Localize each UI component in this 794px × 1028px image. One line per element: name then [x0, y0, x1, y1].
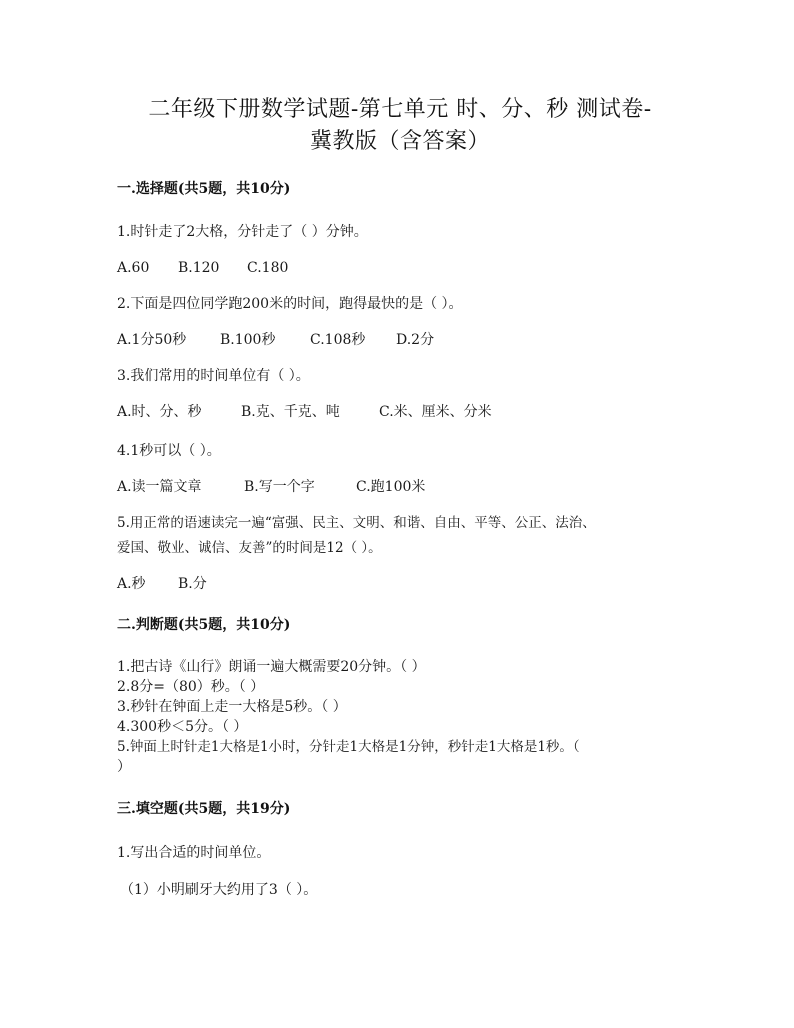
- q2-option-d: D.2分: [396, 332, 435, 348]
- section-heading-judgement: 二.判断题(共5题，共10分): [117, 617, 291, 633]
- section-heading-fill: 三.填空题(共5题，共19分): [117, 801, 291, 817]
- exam-title-line2: 冀教版（含答案）: [309, 129, 490, 154]
- fill-question-1-sub1: （1）小明刷牙大约用了3（ ）。: [120, 882, 318, 898]
- q2-option-b: B.100秒: [220, 332, 276, 348]
- question-4: 4.1秒可以（ ）。: [117, 443, 221, 459]
- q1-option-a: A.60: [117, 260, 150, 276]
- q4-option-b: B.写一个字: [244, 479, 315, 495]
- judgement-3: 3.秒针在钟面上走一大格是5秒。（ ）: [117, 699, 347, 715]
- question-1: 1.时针走了2大格，分针走了（ ）分钟。: [117, 224, 368, 240]
- exam-title-line1: 二年级下册数学试题-第七单元 时、分、秒 测试卷-: [148, 97, 652, 122]
- question-5-line1: 5.用正常的语速读完一遍“富强、民主、文明、和谐、自由、平等、公正、法治、: [117, 515, 596, 531]
- fill-question-1: 1.写出合适的时间单位。: [117, 845, 271, 861]
- section-heading-choice: 一.选择题(共5题，共10分): [117, 181, 291, 197]
- q4-option-c: C.跑100米: [356, 479, 426, 495]
- judgement-1: 1.把古诗《山行》朗诵一遍大概需要20分钟。（ ）: [117, 659, 426, 675]
- q2-option-a: A.1分50秒: [117, 332, 187, 348]
- question-2: 2.下面是四位同学跑200米的时间，跑得最快的是（ ）。: [117, 296, 463, 312]
- q5-option-a: A.秒: [117, 576, 146, 592]
- q5-option-b: B.分: [178, 576, 207, 592]
- q2-option-c: C.108秒: [310, 332, 366, 348]
- q4-option-a: A.读一篇文章: [117, 479, 202, 495]
- judgement-5: 5.钟面上时针走1大格是1小时，分针走1大格是1分钟，秒针走1大格是1秒。（: [117, 739, 580, 755]
- judgement-5-line2: ）: [117, 759, 131, 775]
- q3-option-b: B.克、千克、吨: [241, 404, 340, 420]
- q3-option-c: C.米、厘米、分米: [379, 404, 492, 420]
- question-5-line2: 爱国、敬业、诚信、友善”的时间是12（ ）。: [117, 540, 382, 556]
- judgement-4: 4.300秒＜5分。（ ）: [117, 719, 248, 735]
- q1-option-c: C.180: [247, 260, 289, 276]
- q1-option-b: B.120: [178, 260, 220, 276]
- question-3: 3.我们常用的时间单位有（ ）。: [117, 368, 310, 384]
- q3-option-a: A.时、分、秒: [117, 404, 202, 420]
- judgement-2: 2.8分=（80）秒。（ ）: [117, 679, 265, 695]
